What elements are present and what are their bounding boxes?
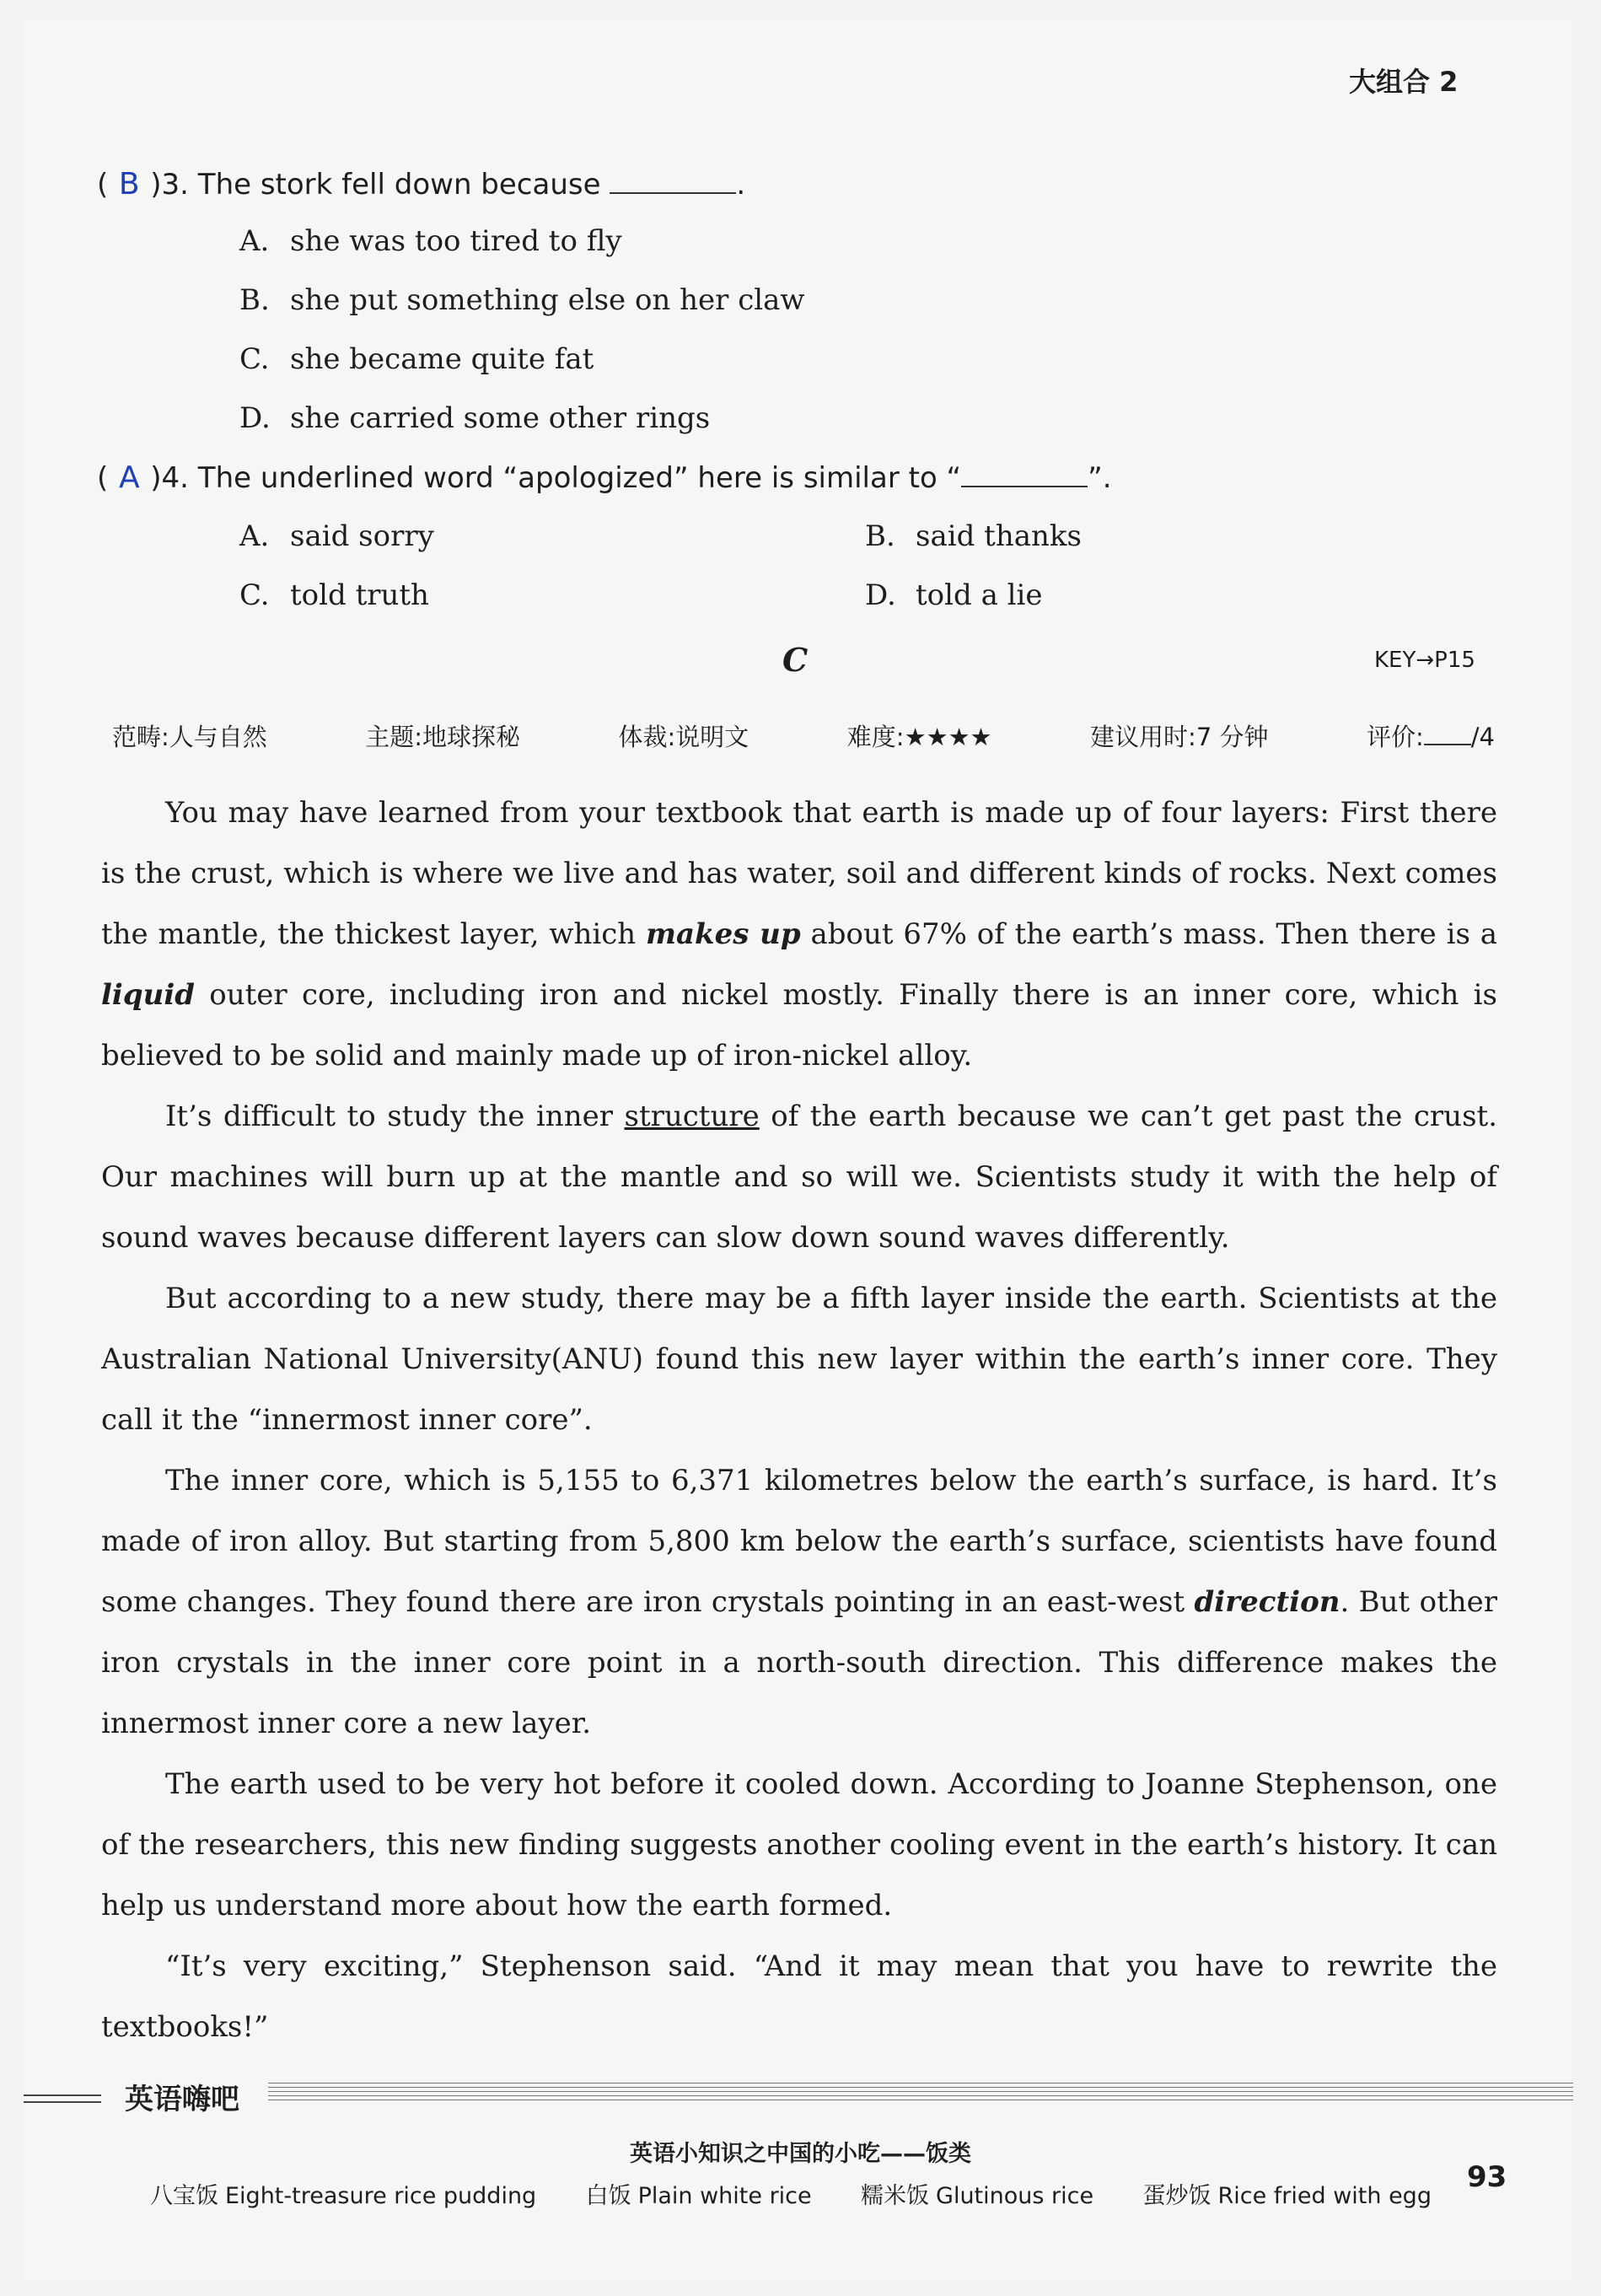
question-stem: The stork fell down because: [197, 168, 601, 202]
answer-key-reference: KEY→P15: [1374, 648, 1475, 673]
food-item: 白饭 Plain white rice: [585, 2183, 812, 2209]
section-tag: 大组合 2: [1349, 66, 1459, 98]
meta-topic: 主题:地球探秘: [365, 723, 521, 751]
answer-blank: [961, 460, 1088, 487]
section-letter: C: [782, 641, 809, 679]
question-end: .: [736, 168, 746, 202]
footer-rule-left: [24, 2094, 101, 2103]
option-b: B. she put something else on her claw: [239, 283, 805, 317]
paragraph-6: “It’s very exciting,” Stephenson said. “And it may mean that you have to rewrite the textbooks!”: [101, 1949, 1497, 2044]
keyword-direction: direction: [1194, 1585, 1340, 1619]
question-number: )4.: [150, 461, 189, 495]
question-number: )3.: [150, 168, 189, 202]
meta-score: 评价: /4: [1366, 723, 1495, 751]
meta-difficulty: 难度:★★★★: [846, 723, 992, 751]
meta-category: 范畴:人与自然: [112, 723, 267, 751]
question-end: ”.: [1088, 461, 1112, 495]
paragraph-3: But according to a new study, there may be a fifth layer inside the earth. Scientists at the Australian National University(ANU) found this new layer within the earth’s inner core. They call it the “innermost inner core”.: [101, 1282, 1497, 1437]
keyword-liquid: liquid: [101, 978, 196, 1012]
option-a: A. she was too tired to fly: [239, 224, 622, 258]
answer-letter: B: [118, 167, 140, 202]
food-item: 八宝饭 Eight-treasure rice pudding: [150, 2183, 537, 2209]
page-number: 93: [1467, 2160, 1507, 2194]
question-3: [97, 167, 745, 202]
paragraph-2: It’s difficult to study the inner structure of the earth because we can’t get past the crust. Our machines will burn up at the mantle and so will we. Scientists study it with the help of sound waves because different layers can slow down sound waves differently.: [101, 1100, 1498, 1255]
food-list: [150, 2177, 1432, 2210]
paragraph-1: You may have learned from your textbook that earth is made up of four layers: First there is the crust, which is where we live and has water, soil and different kinds of rocks. Next comes the mantle, the thickest layer, which makes up about 67% of the earth’s mass. Then there is a liquid outer core, including iron and nickel mostly. Finally there is an inner core, which is believed to be solid and mainly made up of iron-nickel alloy.: [101, 796, 1498, 1073]
option-c: C. she became quite fat: [239, 342, 594, 376]
answer-letter: A: [118, 460, 140, 495]
footer-rule-right: [268, 2083, 1573, 2101]
underlined-structure: structure: [624, 1100, 760, 1133]
keyword-makes-up: makes up: [646, 917, 801, 951]
answer-blank: [610, 167, 736, 194]
food-item: 糯米饭 Glutinous rice: [861, 2183, 1094, 2209]
paragraph-5: The earth used to be very hot before it cooled down. According to Joanne Stephenson, one of the researchers, this new finding suggests another cooling event in the earth’s history. It can help us understand more about how the earth formed.: [101, 1767, 1497, 1922]
tip-title: 英语小知识之中国的小吃——饭类: [630, 2141, 971, 2167]
option-b: B. said thanks: [865, 519, 1082, 553]
meta-time: 建议用时:7 分钟: [1090, 723, 1269, 751]
question-4: [97, 460, 1112, 495]
answer-paren: (: [97, 461, 109, 495]
question-stem: The underlined word “apologized” here is similar to “: [197, 461, 962, 495]
footer-title: 英语嗨吧: [125, 2083, 239, 2116]
option-c: C. told truth: [239, 578, 429, 612]
paragraph-4: The inner core, which is 5,155 to 6,371 kilometres below the earth’s surface, is hard. It’s made of iron alloy. But starting from 5,800 km below the earth’s surface, scientists have found some changes. They found there are iron crystals pointing in an east-west direction. But other iron crystals in the inner core point in a north-south direction. This difference makes the innermost inner core a new layer.: [101, 1464, 1498, 1740]
meta-genre: 体裁:说明文: [618, 723, 749, 751]
reading-meta-row: [112, 718, 1495, 753]
option-d: D. told a lie: [865, 578, 1043, 612]
option-d: D. she carried some other rings: [239, 401, 711, 435]
answer-paren: (: [97, 168, 109, 202]
score-blank: [1424, 722, 1471, 745]
reading-passage: [101, 782, 1497, 2057]
food-item: 蛋炒饭 Rice fried with egg: [1142, 2183, 1432, 2209]
option-a: A. said sorry: [239, 519, 434, 553]
